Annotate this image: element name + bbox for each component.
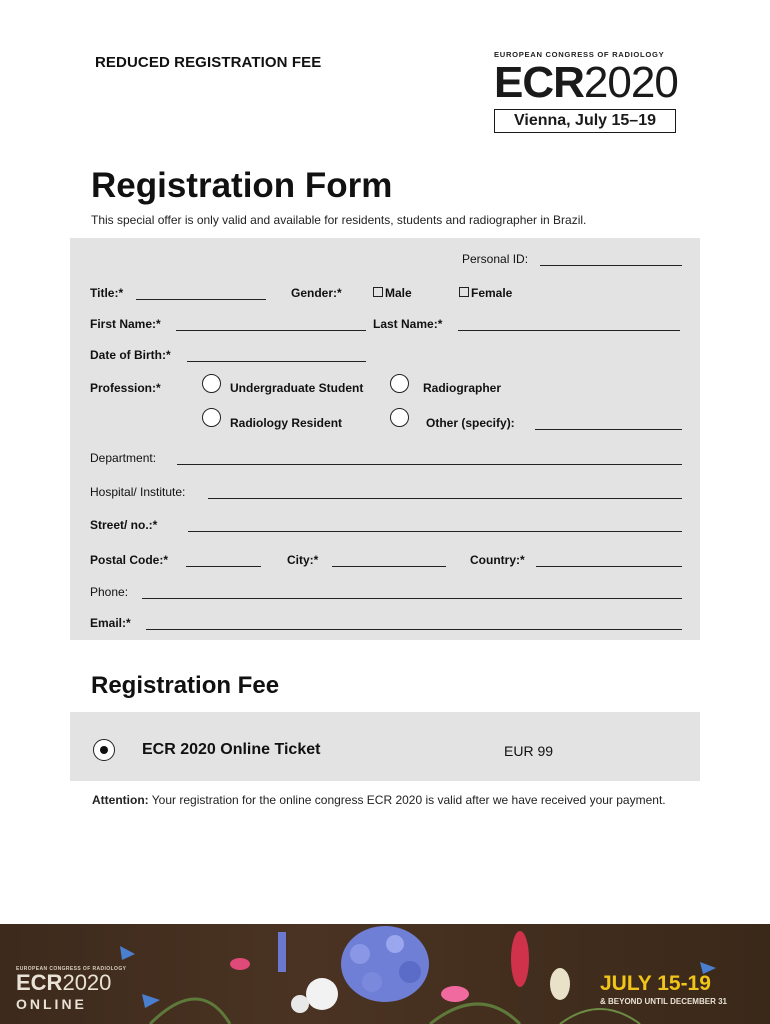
female-checkbox[interactable] [459,287,469,297]
other-label: Other (specify): [426,416,515,430]
hospital-field[interactable] [208,498,682,499]
online-ticket-label: ECR 2020 Online Ticket [142,741,321,758]
banner-ecr: ECR [16,970,63,995]
radio-selected-dot [100,746,108,754]
last-name-label: Last Name:* [373,317,443,331]
profession-label: Profession:* [90,381,161,395]
online-ticket-radio[interactable] [93,739,115,761]
banner-online: ONLINE [16,996,87,1012]
street-field[interactable] [188,531,682,532]
last-name-field[interactable] [458,330,680,331]
undergrad-radio[interactable] [202,374,221,393]
undergrad-label: Undergraduate Student [230,381,364,395]
radiographer-radio[interactable] [390,374,409,393]
fee-panel [70,712,700,781]
phone-label: Phone: [90,585,129,599]
female-label: Female [471,286,513,300]
radiographer-label: Radiographer [423,381,502,395]
logo-place-date: Vienna, July 15–19 [494,109,676,133]
banner-dates: JULY 15-19 [600,972,711,995]
female-option[interactable] [459,286,512,300]
title-label: Title:* [90,286,124,300]
logo-wordmark [494,58,680,107]
city-label: City:* [287,553,319,567]
banner-org-name: EUROPEAN CONGRESS OF RADIOLOGY [16,966,127,972]
postal-code-field[interactable] [186,566,261,567]
footer-banner [0,924,770,1024]
hospital-label: Hospital/ Institute: [90,485,186,499]
banner-wordmark [16,972,111,994]
banner-year: 2020 [62,970,112,995]
male-checkbox[interactable] [373,287,383,297]
city-field[interactable] [332,566,446,567]
reduced-fee-heading: REDUCED REGISTRATION FEE [95,54,322,71]
male-option[interactable] [373,286,412,300]
postal-code-label: Postal Code:* [90,553,169,567]
dob-label: Date of Birth:* [90,348,171,362]
resident-label: Radiology Resident [230,416,343,430]
country-label: Country:* [470,553,525,567]
dob-field[interactable] [187,361,366,362]
other-specify-field[interactable] [535,429,682,430]
country-field[interactable] [536,566,682,567]
offer-note: This special offer is only valid and available for residents, students and radiographer in Brazil. [91,213,587,227]
male-label: Male [385,286,412,300]
first-name-label: First Name:* [90,317,161,331]
email-label: Email:* [90,616,131,630]
registration-form-panel [70,238,700,640]
personal-id-label: Personal ID: [462,252,529,266]
title-field[interactable] [136,299,266,300]
ticket-price: EUR 99 [504,743,554,759]
street-label: Street/ no.:* [90,518,158,532]
attention-note [92,792,672,808]
first-name-field[interactable] [176,330,366,331]
gender-label: Gender:* [291,286,342,300]
personal-id-field[interactable] [540,265,682,266]
page-title: Registration Form [91,166,393,205]
phone-field[interactable] [142,598,682,599]
fee-section-title: Registration Fee [91,672,280,699]
attention-text: Your registration for the online congress ECR 2020 is valid after we have received your payment. [148,793,666,807]
email-field[interactable] [146,629,682,630]
department-field[interactable] [177,464,682,465]
ecr-logo [494,50,680,133]
logo-year: 2020 [583,58,678,107]
banner-beyond: & BEYOND UNTIL DECEMBER 31 [600,997,727,1006]
other-radio[interactable] [390,408,409,427]
logo-org-name: EUROPEAN CONGRESS OF RADIOLOGY [494,50,665,59]
attention-label: Attention: [92,793,149,807]
department-label: Department: [90,451,157,465]
logo-ecr: ECR [494,58,584,107]
resident-radio[interactable] [202,408,221,427]
